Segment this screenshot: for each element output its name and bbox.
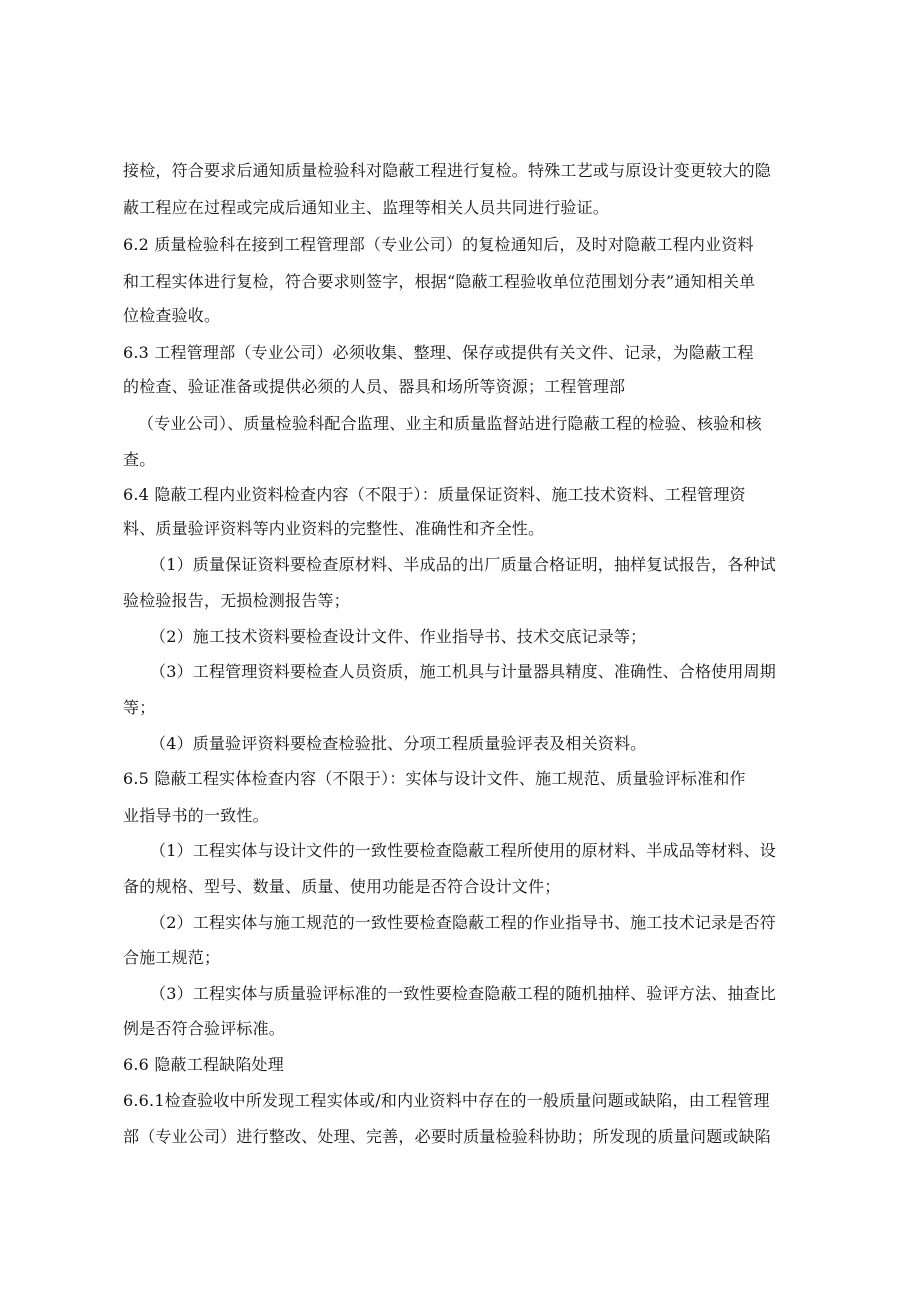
text-line: 例是否符合验评标准。 (123, 1019, 286, 1038)
text-line: 料、质量验评资料等内业资料的完整性、准确性和齐全性。 (123, 519, 545, 538)
text-line: 接检，符合要求后通知质量检验科对隐蔽工程进行复检。特殊工艺或与原设计变更较大的隐 (123, 161, 772, 180)
text-line: 的检查、验证准备或提供必须的人员、器具和场所等资源；工程管理部 (123, 377, 626, 396)
text-line: 合施工规范； (123, 948, 221, 967)
text-line: （3）工程实体与质量验评标准的一致性要检查隐蔽工程的随机抽样、验评方法、抽查比 (150, 984, 776, 1003)
text-line: 备的规格、型号、数量、质量、使用功能是否符合设计文件； (123, 877, 561, 896)
text-line: 蔽工程应在过程或完成后通知业主、监理等相关人员共同进行验证。 (123, 198, 610, 217)
text-line: 等； (123, 698, 156, 717)
text-line: 查。 (123, 450, 156, 469)
text-line: 业指导书的一致性。 (123, 806, 269, 825)
text-line: （专业公司）、质量检验科配合监理、业主和质量监督站进行隐蔽工程的检验、核验和核 (138, 414, 762, 433)
text-line: 位检查验收。 (123, 306, 221, 325)
text-line: （2）工程实体与施工规范的一致性要检查隐蔽工程的作业指导书、施工技术记录是否符 (150, 913, 776, 932)
text-line: 6.6 隐蔽工程缺陷处理 (123, 1055, 284, 1074)
text-line: （2）施工技术资料要检查设计文件、作业指导书、技术交底记录等； (150, 627, 647, 646)
text-line: （1）质量保证资料要检查原材料、半成品的出厂质量合格证明，抽样复试报告，各种试 (150, 555, 776, 574)
text-line: （4）质量验评资料要检查检验批、分项工程质量验评表及相关资料。 (150, 734, 647, 753)
text-line: （1）工程实体与设计文件的一致性要检查隐蔽工程所使用的原材料、半成品等材料、设 (150, 841, 776, 860)
text-line: 6.5 隐蔽工程实体检查内容（不限于）：实体与设计文件、施工规范、质量验评标准和作 (123, 769, 746, 788)
text-line: 部（专业公司）进行整改、处理、完善，必要时质量检验科协助；所发现的质量问题或缺陷 (123, 1127, 772, 1146)
text-line: 和工程实体进行复检，符合要求则签字，根据“隐蔽工程验收单位范围划分表”通知相关单 (123, 272, 756, 291)
text-line: 验检验报告，无损检测报告等； (123, 591, 350, 610)
text-line: 6.6.1检查验收中所发现工程实体或/和内业资料中存在的一般质量问题或缺陷，由工程管理 (123, 1091, 770, 1110)
text-line: 6.4 隐蔽工程内业资料检查内容（不限于）：质量保证资料、施工技术资料、工程管理资 (123, 485, 746, 504)
text-line: 6.3 工程管理部（专业公司）必须收集、整理、保存或提供有关文件、记录，为隐蔽工程 (123, 343, 754, 362)
text-line: （3）工程管理资料要检查人员资质，施工机具与计量器具精度、准确性、合格使用周期 (150, 662, 776, 681)
text-line: 6.2 质量检验科在接到工程管理部（专业公司）的复检通知后，及时对隐蔽工程内业资料 (123, 235, 754, 254)
